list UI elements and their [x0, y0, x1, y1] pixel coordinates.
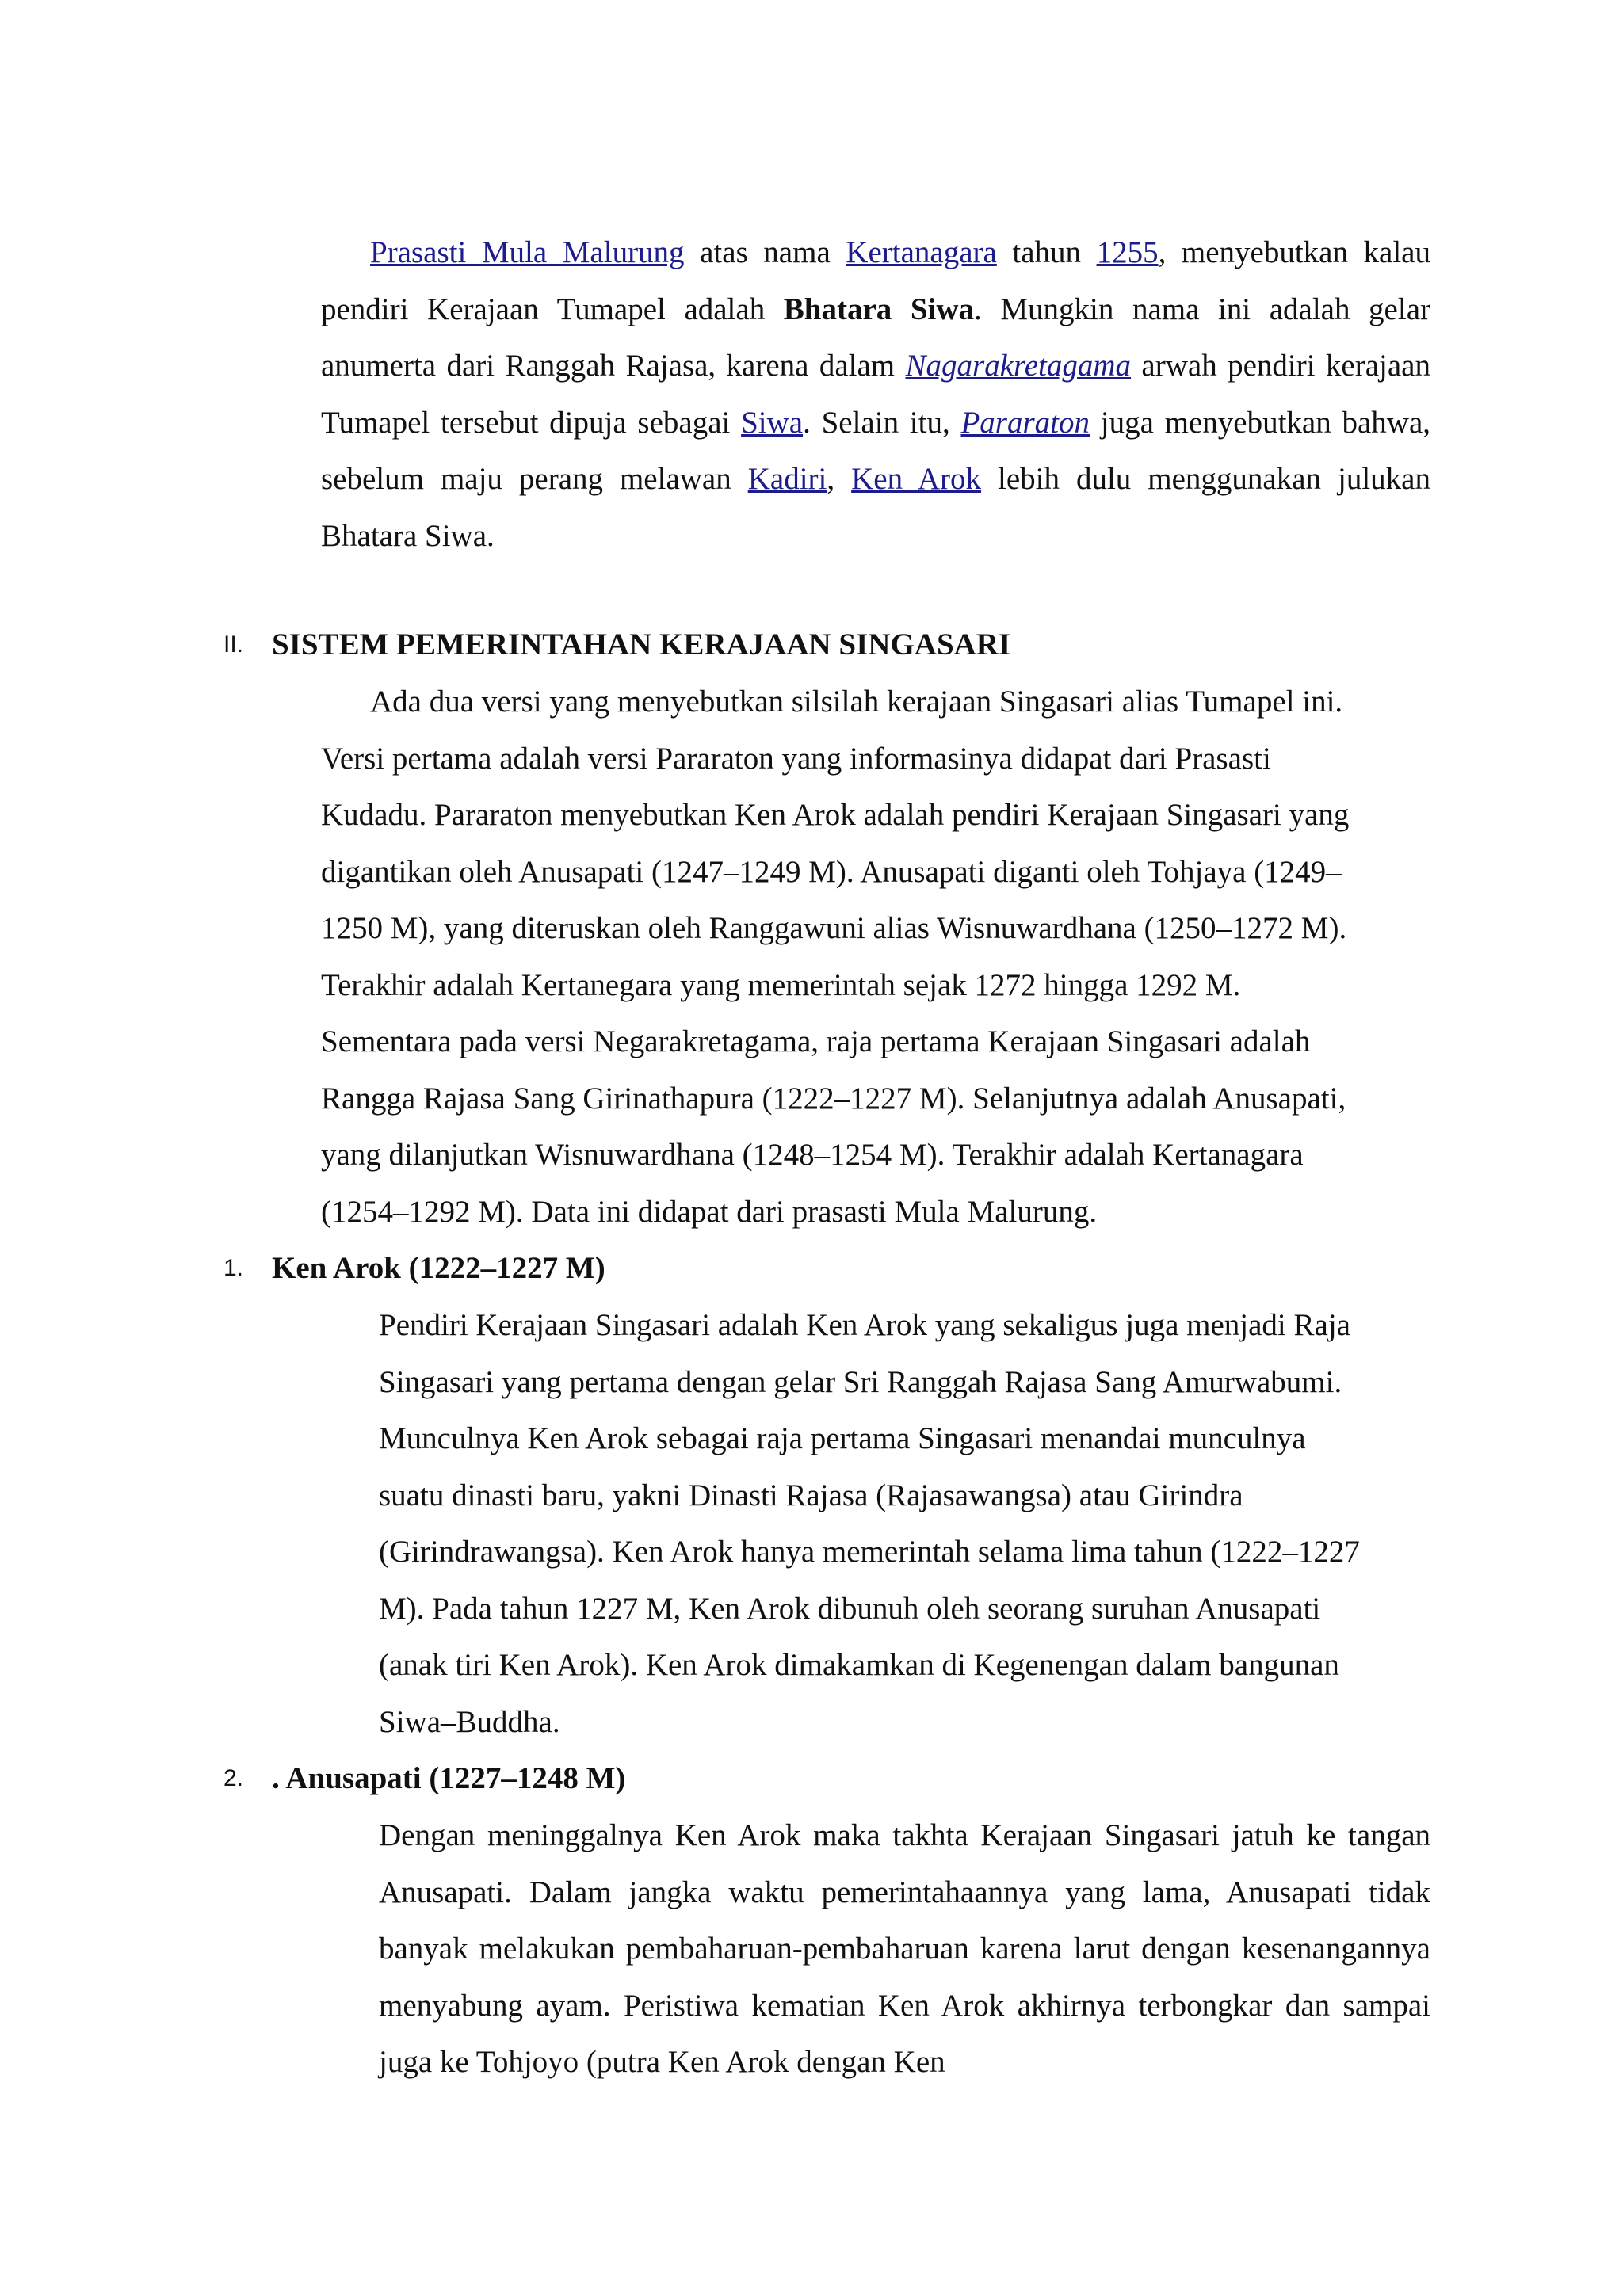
- text-line: Versi pertama adalah versi Pararaton yang informasinya didapat dari Prasasti: [321, 741, 1271, 776]
- link-pararaton[interactable]: Pararaton: [960, 405, 1090, 440]
- text-line: Siwa–Buddha.: [379, 1704, 560, 1739]
- text-line: (1254–1292 M). Data ini didapat dari prasasti Mula Malurung.: [321, 1194, 1098, 1229]
- section-body: [321, 673, 1430, 1240]
- item-marker: 2.: [223, 1765, 244, 1791]
- text-line: Rangga Rajasa Sang Girinathapura (1222–1227 M). Selanjutnya adalah Anusapati,: [321, 1081, 1346, 1116]
- intro-text: atas nama: [684, 235, 846, 269]
- link-kadiri[interactable]: Kadiri: [747, 462, 827, 496]
- link-ken-arok[interactable]: Ken Arok: [851, 462, 982, 496]
- intro-text: . Mungkin nama ini adalah gelar anumerta dari Ranggah Rajasa, karena dalam: [321, 292, 1430, 383]
- text-line: M). Pada tahun 1227 M, Ken Arok dibunuh oleh seorang suruhan Anusapati: [379, 1591, 1321, 1626]
- text-line: Ada dua versi yang menyebutkan silsilah kerajaan Singasari alias Tumapel ini.: [370, 685, 1343, 719]
- intro-text: ,: [827, 462, 852, 496]
- text-line: (Girindrawangsa). Ken Arok hanya memerintah selama lima tahun (1222–1227: [379, 1535, 1360, 1569]
- link-prasasti-mula-malurung[interactable]: Prasasti Mula Malurung: [370, 235, 685, 269]
- item-body: [379, 1297, 1430, 1750]
- link-year-1255[interactable]: 1255: [1096, 235, 1159, 269]
- section-heading: SISTEM PEMERINTAHAN KERAJAAN SINGASARI: [272, 627, 1011, 662]
- section-marker: II.: [223, 631, 244, 658]
- text-line: digantikan oleh Anusapati (1247–1249 M). Anusapati diganti oleh Tohjaya (1249–: [321, 854, 1342, 889]
- bold-bhatara-siwa: Bhatara Siwa: [783, 292, 975, 326]
- text-line: (anak tiri Ken Arok). Ken Arok dimakamkan di Kegenengan dalam bangunan: [379, 1648, 1339, 1682]
- intro-text: lebih dulu menggunakan julukan Bhatara Siwa.: [321, 462, 1430, 553]
- item-body: Dengan meninggalnya Ken Arok maka takhta Kerajaan Singasari jatuh ke tangan Anusapati. Dalam jangka waktu pemerintahaannya yang lama, Anusapati tidak banyak melakukan pembaharuan-pembaharuan karena larut dengan kesenangannya menyabung ayam. Peristiwa kematian Ken Arok akhirnya terbongkar dan sampai juga ke Tohjoyo (putra Ken Arok dengan Ken: [379, 1818, 1430, 2079]
- item-marker: 1.: [223, 1255, 244, 1281]
- link-siwa[interactable]: Siwa: [741, 405, 804, 440]
- intro-paragraph: [321, 224, 1430, 564]
- item-heading: . Anusapati (1227–1248 M): [272, 1761, 626, 1795]
- item-heading: Ken Arok (1222–1227 M): [272, 1251, 605, 1285]
- text-line: Terakhir adalah Kertanegara yang memerintah sejak 1272 hingga 1292 M.: [321, 967, 1241, 1002]
- link-kertanagara[interactable]: Kertanagara: [846, 235, 997, 269]
- text-line: suatu dinasti baru, yakni Dinasti Rajasa (Rajasawangsa) atau Girindra: [379, 1478, 1243, 1512]
- text-line: Munculnya Ken Arok sebagai raja pertama Singasari menandai munculnya: [379, 1421, 1306, 1455]
- link-nagarakretagama[interactable]: Nagarakretagama: [905, 349, 1132, 383]
- text-line: Sementara pada versi Negarakretagama, raja pertama Kerajaan Singasari adalah: [321, 1024, 1311, 1058]
- text-line: 1250 M), yang diteruskan oleh Ranggawuni alias Wisnuwardhana (1250–1272 M).: [321, 911, 1347, 945]
- text-line: yang dilanjutkan Wisnuwardhana (1248–1254 M). Terakhir adalah Kertanagara: [321, 1138, 1304, 1172]
- intro-text: juga menyebutkan bahwa, sebelum maju perang melawan: [321, 405, 1431, 496]
- text-line: Pendiri Kerajaan Singasari adalah Ken Arok yang sekaligus juga menjadi Raja: [379, 1308, 1350, 1342]
- text-line: Kudadu. Pararaton menyebutkan Ken Arok adalah pendiri Kerajaan Singasari yang: [321, 798, 1350, 832]
- intro-text: . Selain itu,: [803, 405, 961, 440]
- intro-text: , menyebutkan kalau pendiri Kerajaan Tumapel adalah: [321, 235, 1430, 326]
- text-line: Singasari yang pertama dengan gelar Sri Ranggah Rajasa Sang Amurwabumi.: [379, 1364, 1342, 1399]
- intro-text: arwah pendiri kerajaan Tumapel tersebut dipuja sebagai: [321, 349, 1430, 440]
- intro-text: tahun: [996, 235, 1097, 269]
